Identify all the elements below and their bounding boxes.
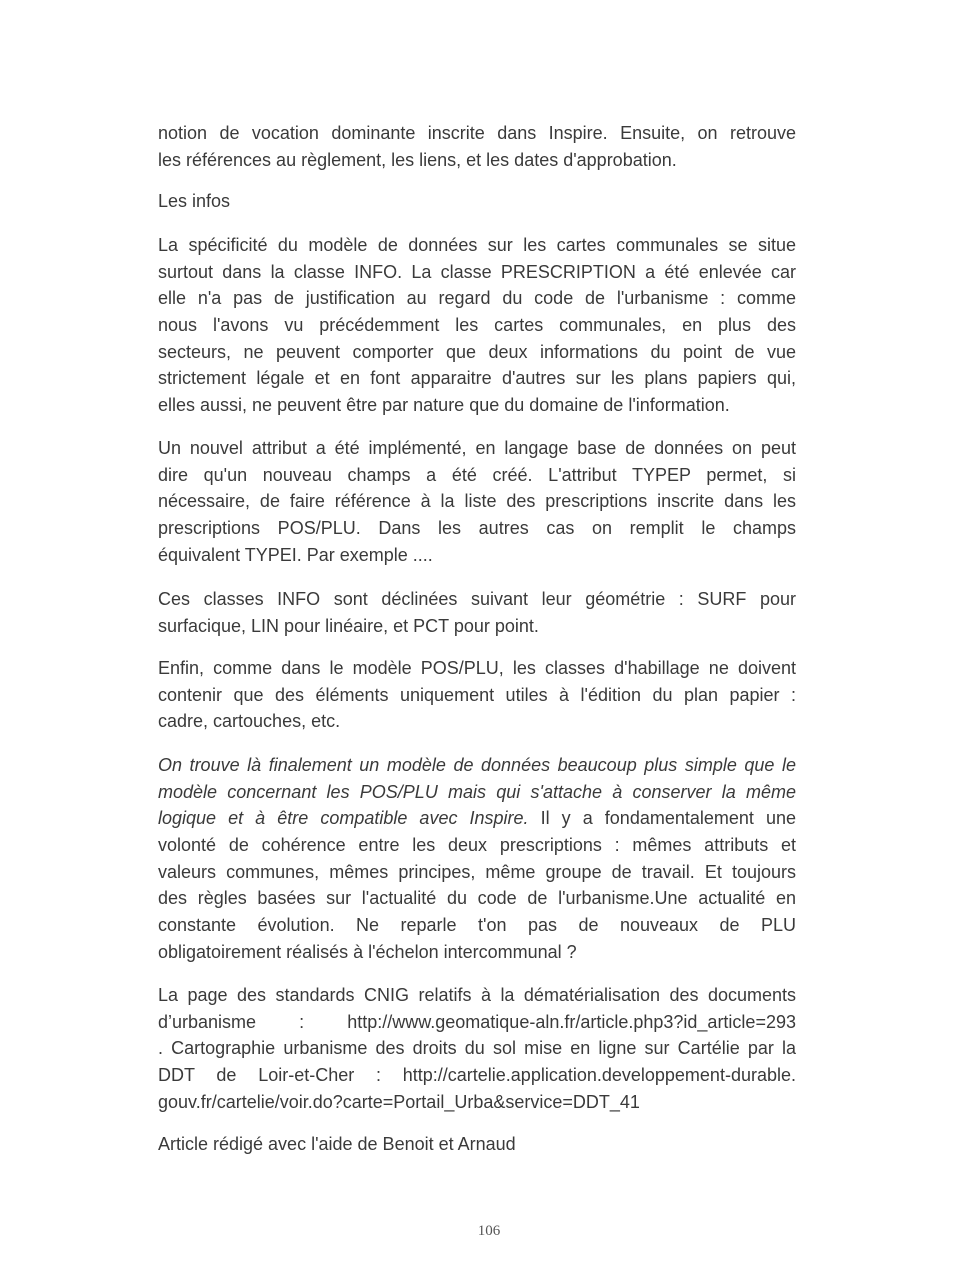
text-line — [158, 285, 796, 312]
text-line — [158, 1089, 796, 1116]
text-line — [158, 1131, 796, 1158]
text-segment: Article rédigé avec l'aide de Benoit et Arnaud — [158, 1134, 516, 1154]
text-segment: nous l'avons vu précédemment les cartes communales, en plus des — [158, 315, 796, 336]
text-line — [158, 1009, 796, 1036]
paragraph — [158, 120, 796, 173]
text-segment: Enfin, comme dans le modèle POS/PLU, les classes d'habillage ne doivent — [158, 658, 796, 678]
italic-text: On trouve là finalement un modèle de données beaucoup plus simple que le — [158, 755, 796, 775]
text-segment: volonté de cohérence entre les deux prescriptions : mêmes attributs et — [158, 835, 796, 856]
text-segment: surtout dans la classe INFO. La classe PRESCRIPTION a été enlevée car — [158, 261, 796, 282]
text-segment: les références au règlement, les liens, et les dates d'approbation. — [158, 149, 677, 170]
text-line — [158, 752, 796, 779]
text-segment: contenir que des éléments uniquement utiles à l'édition du plan papier : — [158, 684, 796, 705]
paragraph — [158, 752, 796, 966]
paragraph — [158, 232, 796, 419]
section-heading — [158, 188, 796, 215]
text-line — [158, 1062, 796, 1089]
text-segment: dire qu'un nouveau champs a été créé. L'attribut TYPEP permet, si — [158, 464, 796, 485]
paragraph — [158, 586, 796, 639]
italic-text: modèle concernant les POS/PLU mais qui s'attache à conserver la même — [158, 781, 796, 802]
text-segment: Ces classes INFO sont déclinées suivant leur géométrie : SURF pour — [158, 589, 796, 609]
text-line — [158, 120, 796, 147]
text-segment: La page des standards CNIG relatifs à la dématérialisation des documents — [158, 985, 796, 1005]
text-segment: Les infos — [158, 191, 231, 211]
text-segment: obligatoirement réalisés à l'échelon intercommunal ? — [158, 941, 577, 962]
text-line — [158, 655, 796, 682]
text-segment: . Cartographie urbanisme des droits du sol mise en ligne sur Cartélie par la — [158, 1038, 796, 1059]
text-segment: gouv.fr/cartelie/voir.do?carte=Portail_Urba&service=DDT_41 — [158, 1091, 640, 1112]
text-line — [158, 939, 796, 966]
text-line — [158, 147, 796, 174]
text-segment: secteurs, ne peuvent comporter que deux informations du point de vue — [158, 341, 796, 362]
text-line — [158, 542, 796, 569]
text-line — [158, 188, 796, 215]
paragraph — [158, 982, 796, 1115]
text-segment: strictement légale et en font apparaitre d'autres sur les plans papiers qui, — [158, 368, 796, 389]
text-line — [158, 586, 796, 613]
text-segment: des règles basées sur l'actualité du code de l'urbanisme.Une actualité en — [158, 888, 796, 909]
text-segment: cadre, cartouches, etc. — [158, 711, 341, 732]
text-line — [158, 339, 796, 366]
paragraph — [158, 1131, 796, 1158]
text-segment: d’urbanisme : http://www.geomatique-aln.fr/article.php3?id_article=293 — [158, 1011, 796, 1032]
text-segment: elles aussi, ne peuvent être par nature que du domaine de l'information. — [158, 395, 730, 416]
text-line — [158, 708, 796, 735]
text-line — [158, 779, 796, 806]
text-line — [158, 805, 796, 832]
page-number: 106 — [477, 1223, 501, 1239]
text-line — [158, 859, 796, 886]
paragraph — [158, 655, 796, 735]
text-segment: DDT de Loir-et-Cher : http://cartelie.application.developpement-durable. — [158, 1065, 796, 1086]
text-line — [158, 232, 796, 259]
text-segment: nécessaire, de faire référence à la liste des prescriptions inscrite dans les — [158, 491, 796, 512]
text-segment: notion de vocation dominante inscrite dans Inspire. Ensuite, on retrouve — [158, 123, 796, 143]
text-segment: Un nouvel attribut a été implémenté, en langage base de données on peut — [158, 438, 796, 458]
text-line — [158, 365, 796, 392]
italic-text: logique et à être compatible avec Inspire. — [158, 808, 529, 829]
text-line — [158, 312, 796, 339]
text-line — [158, 488, 796, 515]
text-line — [158, 682, 796, 709]
text-segment: équivalent TYPEI. Par exemple .... — [158, 544, 433, 565]
text-segment: La spécificité du modèle de données sur les cartes communales se situe — [158, 235, 796, 255]
text-line — [158, 515, 796, 542]
text-line — [158, 1035, 796, 1062]
paragraph — [158, 435, 796, 568]
text-line — [158, 613, 796, 640]
text-line — [158, 259, 796, 286]
text-line — [158, 462, 796, 489]
text-line — [158, 912, 796, 939]
text-segment: elle n'a pas de justification au regard du code de l'urbanisme : comme — [158, 288, 796, 309]
text-line — [158, 435, 796, 462]
text-segment: constante évolution. Ne reparle t'on pas de nouveaux de PLU — [158, 915, 796, 936]
text-segment: valeurs communes, mêmes principes, même groupe de travail. Et toujours — [158, 861, 796, 882]
text-line — [158, 885, 796, 912]
text-line — [158, 982, 796, 1009]
text-line — [158, 392, 796, 419]
text-segment: surfacique, LIN pour linéaire, et PCT pour point. — [158, 615, 539, 636]
text-segment: prescriptions POS/PLU. Dans les autres cas on remplit le champs — [158, 518, 796, 539]
text-line — [158, 832, 796, 859]
text-segment: Il y a fondamentalement une — [528, 808, 796, 829]
